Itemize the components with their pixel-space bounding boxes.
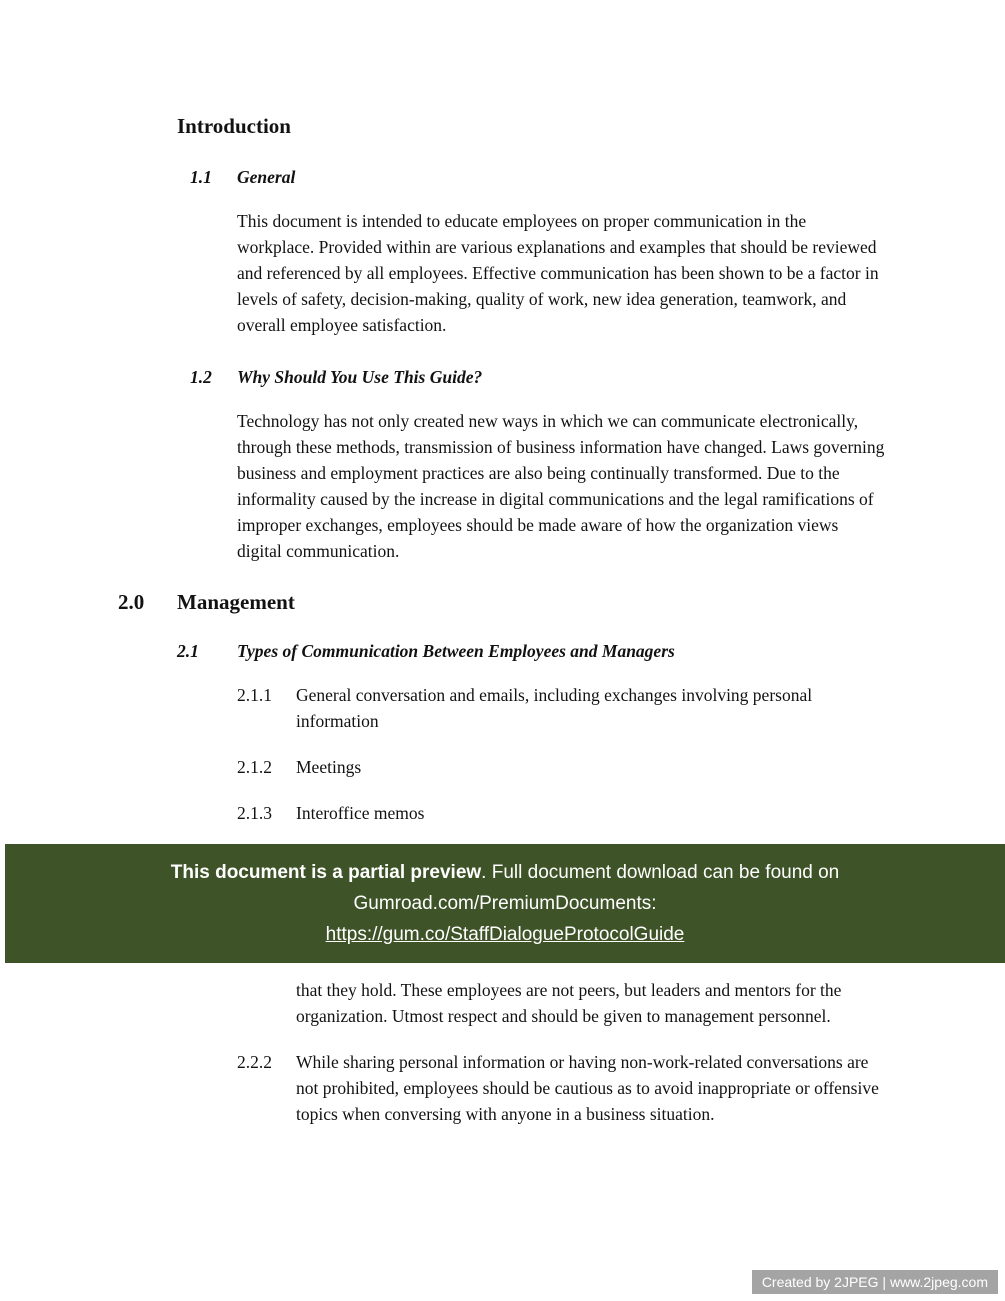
- subsection-heading-2-1: [177, 640, 1005, 662]
- preview-banner: [5, 844, 1005, 963]
- banner-line-3: [35, 919, 975, 950]
- list-item-text: Interoffice memos: [296, 803, 425, 823]
- section-heading-introduction: Introduction: [177, 114, 291, 138]
- list-item-number: 2.1.3: [237, 803, 272, 823]
- list-item-number: 2.1.1: [237, 685, 272, 705]
- subsection-number: 1.1: [190, 167, 212, 187]
- list-item-2-1-2: [237, 754, 1005, 780]
- subsection-number: 2.1: [177, 641, 199, 661]
- list-item-text: While sharing personal information or having non-work-related conversations are not prohibited, employees should be cautious as to avoid inappropriate or offensive topics when conversing with anyone in a business situation.: [296, 1052, 879, 1124]
- section-heading-management: [118, 590, 1005, 614]
- list-item-2-1-3: [237, 800, 1005, 826]
- list-item-text: General conversation and emails, including exchanges involving personal information: [296, 685, 813, 731]
- paragraph-general: This document is intended to educate employees on proper communication in the workplace. Provided within are various explanations and examples that should be reviewed and referenced by all employees. Effective communication has been shown to be a factor in levels of safety, decision-making, quality of work, new idea generation, teamwork, and overall employee satisfaction.: [237, 211, 879, 335]
- banner-line-1: [35, 857, 975, 888]
- list-item-2-1-1: [237, 682, 1005, 734]
- gumroad-download-link[interactable]: https://gum.co/StaffDialogueProtocolGuide: [325, 924, 685, 945]
- banner-regular-text: . Full document download can be found on: [481, 862, 840, 883]
- list-item-text: Meetings: [296, 757, 362, 777]
- subsection-number: 1.2: [190, 367, 212, 387]
- list-item-number: 2.2.2: [237, 1052, 272, 1072]
- subsection-heading-1-2: [190, 366, 1005, 388]
- subsection-heading-1-1: [190, 166, 1005, 188]
- subsection-title: General: [237, 167, 296, 187]
- watermark: Created by 2JPEG | www.2jpeg.com: [752, 1270, 998, 1294]
- paragraph-why-use-guide: Technology has not only created new ways in which we can communicate electronically, through these methods, transmission of business information have changed. Laws governing business and employment practices are also being continually transformed. Due to the informality caused by the increase in digital communications and the legal ramifications of improper exchanges, employees should be made aware of how the organization views digital communication.: [237, 411, 885, 561]
- subsection-title: Types of Communication Between Employees and Managers: [237, 641, 675, 661]
- list-item-2-2-2: [237, 1049, 1005, 1127]
- subsection-title: Why Should You Use This Guide?: [237, 367, 483, 387]
- section-number: 2.0: [118, 590, 145, 614]
- section-title: Management: [177, 590, 295, 614]
- banner-line-2: Gumroad.com/PremiumDocuments:: [353, 893, 657, 914]
- paragraph-continuation-2-2-1: that they hold. These employees are not peers, but leaders and mentors for the organization. Utmost respect and should be given to management personnel.: [296, 980, 842, 1026]
- banner-bold-text: This document is a partial preview: [170, 862, 482, 883]
- list-item-number: 2.1.2: [237, 757, 272, 777]
